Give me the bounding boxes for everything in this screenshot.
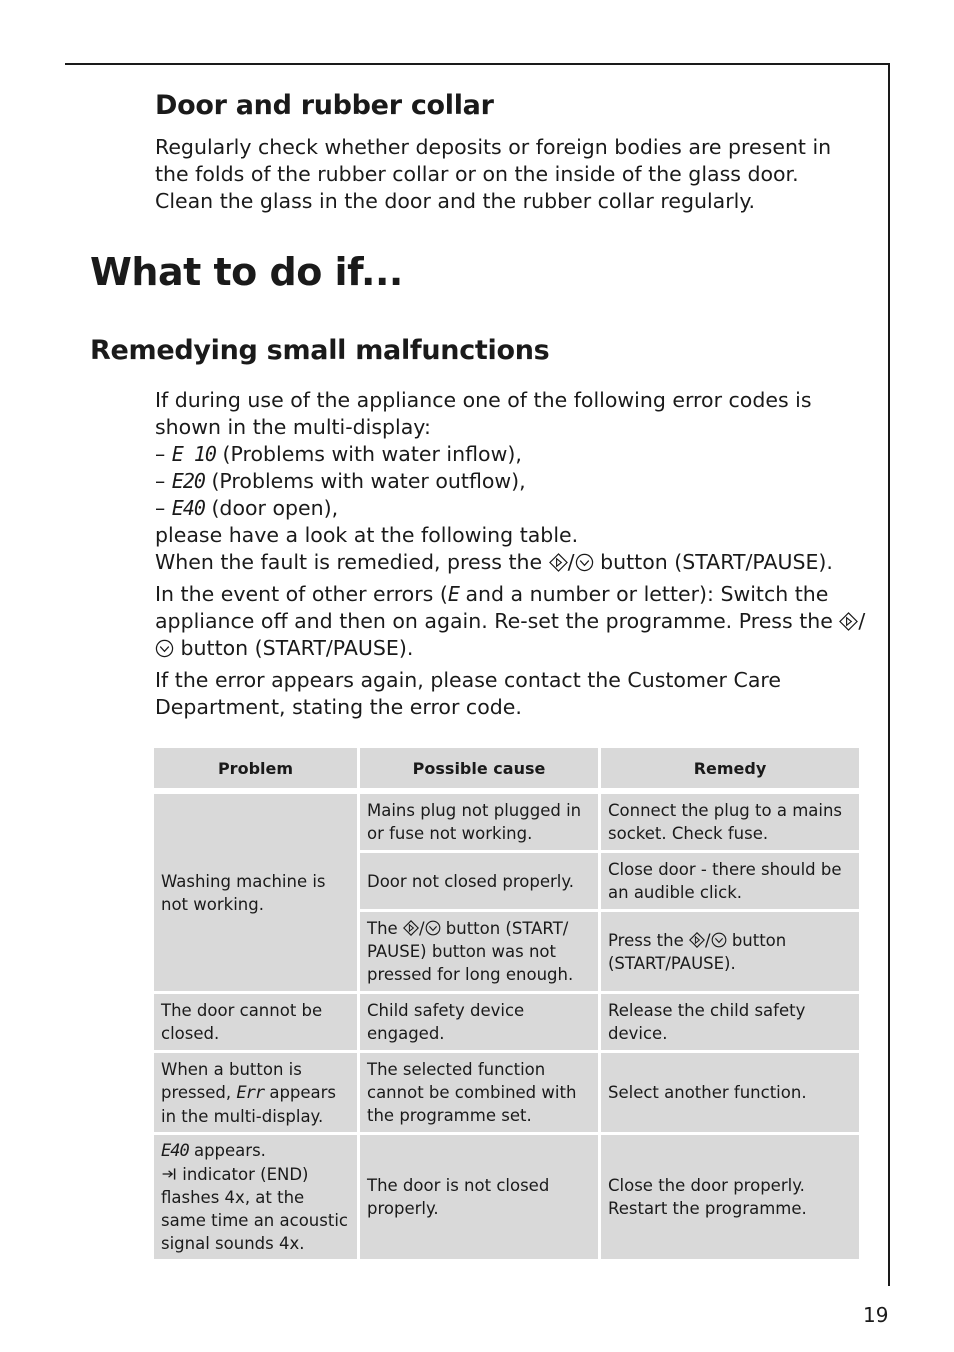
cause-cell: Door not closed properly.	[360, 853, 598, 909]
remedy-cell: Release the child safety device.	[601, 994, 859, 1050]
top-rule	[65, 63, 890, 65]
cause-cell: Child safety device engaged.	[360, 994, 598, 1050]
intro-line: If during use of the appliance one of the following error codes is shown in the multi-display: – E 10 (Problems with water inflow), – E20 (Problems with water outflow), – E40 (door open), please have a look at the following table. When the fault is remedied, press the / button (START/PAUSE).	[155, 388, 833, 574]
door-text-2: Clean the glass in the door and the rubber collar regularly.	[155, 189, 756, 213]
error-desc-e40: (door open),	[211, 496, 339, 520]
other-end: button (START/PAUSE).	[180, 636, 414, 660]
error-code-e20: E20	[171, 469, 205, 493]
right-rule	[888, 63, 890, 1286]
cause-cell: The selected function cannot be combined with the programme set.	[360, 1053, 598, 1132]
start-pause-icon	[155, 636, 174, 660]
table-header-row	[154, 748, 859, 788]
start-pause-icon	[549, 550, 568, 574]
other-pre: In the event of other errors (	[155, 582, 448, 606]
header-remedy: Remedy	[601, 748, 859, 788]
dash: –	[155, 496, 166, 520]
fault-text-post: button (START/PAUSE).	[600, 550, 833, 574]
start-pause-icon	[711, 931, 727, 950]
remedy-cell: Press the / button (START/PAUSE).	[601, 912, 859, 991]
door-text	[155, 134, 867, 215]
dash: –	[155, 469, 166, 493]
start-pause-icon	[403, 919, 419, 938]
header-cause: Possible cause	[360, 748, 598, 788]
cause-post: button (START/ PAUSE) button was not pressed for long enough.	[367, 919, 574, 984]
problem-cell: The door cannot be closed.	[154, 994, 357, 1050]
cause-cell: The door is not closed properly.	[360, 1135, 598, 1259]
table-row	[154, 994, 859, 1050]
intro-table-ref: please have a look at the following table.	[155, 523, 579, 547]
start-pause-icon	[575, 550, 594, 574]
problem-post: appears in the multi-display.	[161, 1082, 337, 1126]
table-row	[154, 794, 859, 850]
remedy-post: button (START/PAUSE).	[608, 930, 787, 973]
other-errors-text: In the event of other errors (E and a number or letter): Switch the appliance off and then on again. Re-set the programme. Press the / button (START/PAUSE).	[155, 582, 866, 660]
end-indicator-icon	[161, 1165, 177, 1184]
page-title: What to do if...	[90, 250, 403, 294]
header-problem: Problem	[154, 748, 357, 788]
fault-text-pre: When the fault is remedied, press the	[155, 550, 543, 574]
error-code-e40: E40	[171, 496, 205, 520]
error-table	[151, 745, 862, 1262]
dash: –	[155, 442, 166, 466]
contact-text: If the error appears again, please contact the Customer Care Department, stating the error code.	[155, 668, 781, 719]
cause-cell: Mains plug not plugged in or fuse not working.	[360, 794, 598, 850]
error-code-e: E	[447, 582, 459, 606]
table-row	[154, 1135, 859, 1259]
remedy-cell: Select another function.	[601, 1053, 859, 1132]
problem-a: appears.	[193, 1141, 266, 1160]
remedy-cell: Connect the plug to a mains socket. Check fuse.	[601, 794, 859, 850]
error-code-e10: E 10	[171, 442, 216, 466]
remedy-cell: Close the door properly. Restart the programme.	[601, 1135, 859, 1259]
cause-pre: The	[367, 919, 398, 938]
problem-b: indicator (END) flashes 4x, at the same time an acoustic signal sounds 4x.	[161, 1165, 348, 1253]
problem-cell	[154, 1135, 357, 1259]
other-post: and a number or letter): Switch the appliance off and then on again. Re-set the programme. Press the	[155, 582, 833, 633]
problem-pre: When a button is pressed,	[161, 1059, 302, 1102]
intro-text	[155, 387, 867, 721]
error-desc-e20: (Problems with water outflow),	[211, 469, 526, 493]
start-pause-icon	[425, 919, 441, 938]
problem-cell	[154, 1053, 357, 1132]
page-number: 19	[863, 1303, 889, 1327]
cause-cell: The / button (START/ PAUSE) button was not pressed for long enough.	[360, 912, 598, 991]
error-desc-e10: (Problems with water inflow),	[222, 442, 522, 466]
intro-line-1: If during use of the appliance one of the following error codes is shown in the multi-display:	[155, 388, 812, 439]
door-text-1: Regularly check whether deposits or foreign bodies are present in the folds of the rubber collar or on the inside of the glass door.	[155, 135, 832, 186]
table-row	[154, 1053, 859, 1132]
start-pause-icon	[689, 931, 705, 950]
subheading: Remedying small malfunctions	[90, 335, 550, 366]
start-pause-icon	[839, 609, 858, 633]
problem-cell: Washing machine is not working.	[154, 794, 357, 991]
error-code-e40: E40	[161, 1141, 189, 1161]
remedy-cell: Close door - there should be an audible click.	[601, 853, 859, 909]
error-code-err: Err	[236, 1082, 265, 1103]
door-heading: Door and rubber collar	[155, 90, 494, 121]
remedy-pre: Press the	[608, 930, 684, 950]
